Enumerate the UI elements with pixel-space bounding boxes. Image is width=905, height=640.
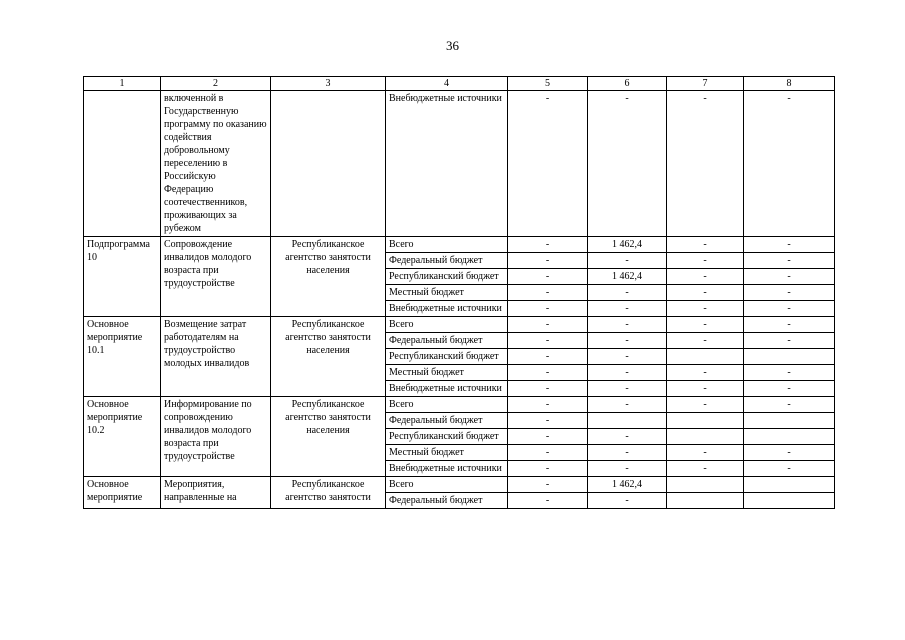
value-cell: - bbox=[588, 445, 667, 461]
executor-cell: Республиканское агентство занятости населения bbox=[271, 237, 386, 317]
value-cell: - bbox=[667, 445, 744, 461]
value-cell: - bbox=[667, 237, 744, 253]
value-cell: - bbox=[667, 381, 744, 397]
funding-source-cell: Федеральный бюджет bbox=[386, 413, 508, 429]
value-cell: - bbox=[508, 413, 588, 429]
value-cell: - bbox=[508, 333, 588, 349]
value-cell: - bbox=[667, 333, 744, 349]
funding-source-cell: Республиканский бюджет bbox=[386, 349, 508, 365]
value-cell: - bbox=[508, 461, 588, 477]
continuation-row bbox=[84, 91, 835, 237]
funding-source-cell: Всего bbox=[386, 237, 508, 253]
value-cell: - bbox=[588, 301, 667, 317]
value-cell: 1 462,4 bbox=[588, 477, 667, 493]
funding-source-cell: Всего bbox=[386, 317, 508, 333]
value-cell bbox=[667, 413, 744, 429]
value-cell: - bbox=[744, 317, 835, 333]
funding-source-cell: Внебюджетные источники bbox=[386, 461, 508, 477]
value-cell: - bbox=[744, 445, 835, 461]
value-cell: - bbox=[588, 253, 667, 269]
program-name-cell: включенной в Государственную программу по оказанию содействия добровольному переселению в Российскую Федерацию соотечественников, проживающих за рубежом bbox=[161, 91, 271, 237]
column-header: 3 bbox=[271, 77, 386, 91]
value-cell: - bbox=[508, 429, 588, 445]
program-code-cell: Подпрограмма 10 bbox=[84, 237, 161, 317]
program-code-cell: Основное мероприятие 10.2 bbox=[84, 397, 161, 477]
value-cell: - bbox=[508, 269, 588, 285]
funding-row bbox=[84, 317, 835, 333]
program-name-cell: Информирование по сопровождению инвалидов молодого возраста при трудоустройстве bbox=[161, 397, 271, 477]
value-cell: - bbox=[508, 349, 588, 365]
value-cell: - bbox=[508, 445, 588, 461]
funding-row bbox=[84, 397, 835, 413]
column-header-row bbox=[84, 77, 835, 91]
funding-row bbox=[84, 237, 835, 253]
value-cell: - bbox=[588, 91, 667, 237]
value-cell: - bbox=[744, 253, 835, 269]
value-cell bbox=[588, 413, 667, 429]
value-cell: - bbox=[667, 253, 744, 269]
value-cell: - bbox=[508, 285, 588, 301]
value-cell: - bbox=[588, 317, 667, 333]
value-cell bbox=[667, 493, 744, 509]
column-header: 8 bbox=[744, 77, 835, 91]
value-cell bbox=[744, 429, 835, 445]
value-cell bbox=[744, 413, 835, 429]
value-cell: - bbox=[588, 365, 667, 381]
value-cell: - bbox=[508, 397, 588, 413]
column-header: 4 bbox=[386, 77, 508, 91]
value-cell bbox=[744, 349, 835, 365]
column-header: 7 bbox=[667, 77, 744, 91]
value-cell: - bbox=[588, 397, 667, 413]
value-cell: 1 462,4 bbox=[588, 237, 667, 253]
executor-cell: Республиканское агентство занятости bbox=[271, 477, 386, 509]
value-cell: - bbox=[667, 365, 744, 381]
value-cell: - bbox=[588, 285, 667, 301]
value-cell: - bbox=[588, 381, 667, 397]
value-cell: - bbox=[744, 461, 835, 477]
program-name-cell: Мероприятия, направленные на bbox=[161, 477, 271, 509]
column-header: 5 bbox=[508, 77, 588, 91]
program-code-cell: Основное мероприятие bbox=[84, 477, 161, 509]
value-cell bbox=[667, 349, 744, 365]
value-cell: - bbox=[667, 461, 744, 477]
value-cell bbox=[744, 493, 835, 509]
value-cell: - bbox=[744, 397, 835, 413]
value-cell bbox=[744, 477, 835, 493]
program-code-cell bbox=[84, 91, 161, 237]
program-code-cell: Основное мероприятие 10.1 bbox=[84, 317, 161, 397]
value-cell: - bbox=[508, 91, 588, 237]
funding-source-cell: Местный бюджет bbox=[386, 365, 508, 381]
funding-row bbox=[84, 477, 835, 493]
value-cell: - bbox=[508, 237, 588, 253]
column-header: 2 bbox=[161, 77, 271, 91]
executor-cell: Республиканское агентство занятости населения bbox=[271, 397, 386, 477]
value-cell: - bbox=[667, 269, 744, 285]
value-cell: - bbox=[588, 461, 667, 477]
value-cell: - bbox=[667, 301, 744, 317]
value-cell: - bbox=[508, 365, 588, 381]
funding-source-cell: Всего bbox=[386, 397, 508, 413]
funding-source-cell: Всего bbox=[386, 477, 508, 493]
value-cell: - bbox=[508, 493, 588, 509]
value-cell: - bbox=[744, 91, 835, 237]
value-cell: - bbox=[508, 253, 588, 269]
value-cell: - bbox=[744, 333, 835, 349]
value-cell: - bbox=[508, 381, 588, 397]
executor-cell: Республиканское агентство занятости населения bbox=[271, 317, 386, 397]
value-cell: - bbox=[667, 285, 744, 301]
value-cell bbox=[667, 429, 744, 445]
value-cell: - bbox=[588, 333, 667, 349]
funding-source-cell: Федеральный бюджет bbox=[386, 493, 508, 509]
column-header: 1 bbox=[84, 77, 161, 91]
column-header: 6 bbox=[588, 77, 667, 91]
value-cell: - bbox=[588, 493, 667, 509]
funding-source-cell: Местный бюджет bbox=[386, 285, 508, 301]
program-name-cell: Возмещение затрат работодателям на трудоустройство молодых инвалидов bbox=[161, 317, 271, 397]
value-cell: - bbox=[508, 317, 588, 333]
funding-source-cell: Местный бюджет bbox=[386, 445, 508, 461]
value-cell: - bbox=[508, 477, 588, 493]
funding-source-cell: Федеральный бюджет bbox=[386, 333, 508, 349]
program-name-cell: Сопровождение инвалидов молодого возраста при трудоустройстве bbox=[161, 237, 271, 317]
value-cell: - bbox=[588, 429, 667, 445]
funding-source-cell: Республиканский бюджет bbox=[386, 429, 508, 445]
executor-cell bbox=[271, 91, 386, 237]
value-cell: - bbox=[744, 365, 835, 381]
value-cell: - bbox=[667, 91, 744, 237]
value-cell: - bbox=[588, 349, 667, 365]
funding-source-cell: Внебюджетные источники bbox=[386, 381, 508, 397]
budget-table bbox=[83, 76, 835, 509]
page-number: 36 bbox=[446, 38, 459, 53]
value-cell: - bbox=[667, 397, 744, 413]
value-cell: - bbox=[744, 269, 835, 285]
value-cell bbox=[667, 477, 744, 493]
value-cell: - bbox=[744, 301, 835, 317]
value-cell: - bbox=[744, 285, 835, 301]
value-cell: - bbox=[744, 381, 835, 397]
funding-source-cell: Республиканский бюджет bbox=[386, 269, 508, 285]
value-cell: - bbox=[744, 237, 835, 253]
funding-source-cell: Внебюджетные источники bbox=[386, 91, 508, 237]
value-cell: - bbox=[508, 301, 588, 317]
funding-source-cell: Внебюджетные источники bbox=[386, 301, 508, 317]
funding-source-cell: Федеральный бюджет bbox=[386, 253, 508, 269]
value-cell: - bbox=[667, 317, 744, 333]
value-cell: 1 462,4 bbox=[588, 269, 667, 285]
